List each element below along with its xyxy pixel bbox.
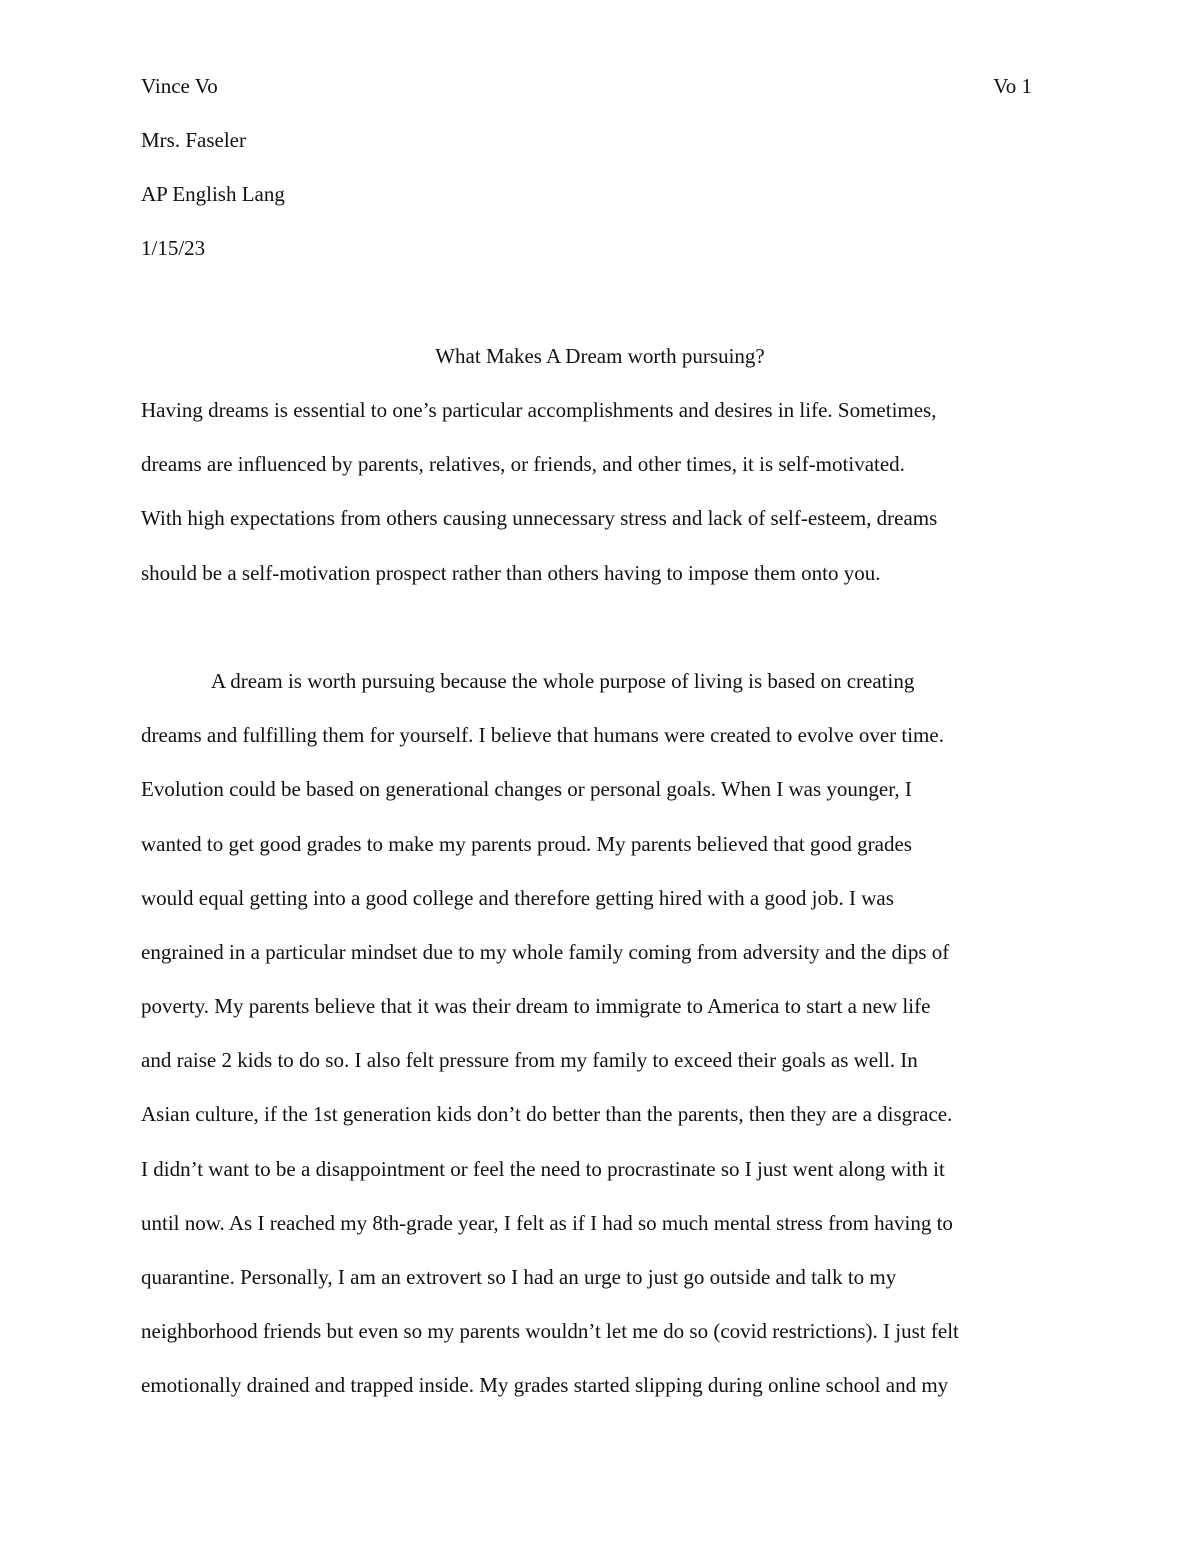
- date: 1/15/23: [141, 236, 206, 260]
- paragraph-2: [141, 667, 1061, 1426]
- text-line: With high expectations from others causing unnecessary stress and lack of self-esteem, dreams: [141, 506, 938, 531]
- text-line: Asian culture, if the 1st generation kids don’t do better than the parents, then they are a disgrace.: [141, 1102, 953, 1127]
- text-line: quarantine. Personally, I am an extrovert so I had an urge to just go outside and talk to my: [141, 1265, 897, 1289]
- text-line: A dream is worth pursuing because the whole purpose of living is based on creating: [211, 668, 915, 693]
- text-line: dreams and fulfilling them for yourself. I believe that humans were created to evolve over time.: [141, 723, 944, 748]
- running-head-page-number: Vo 1: [993, 74, 1032, 98]
- text-line: poverty. My parents believe that it was their dream to immigrate to America to start a new life: [141, 994, 931, 1019]
- text-line: and raise 2 kids to do so. I also felt pressure from my family to exceed their goals as well. In: [141, 1048, 918, 1073]
- text-line: dreams are influenced by parents, relatives, or friends, and other times, it is self-motivated.: [141, 452, 905, 477]
- essay-body: [141, 396, 1061, 1426]
- text-line: I didn’t want to be a disappointment or feel the need to procrastinate so I just went along with it: [141, 1156, 945, 1181]
- text-line: should be a self-motivation prospect rather than others having to impose them onto you.: [141, 560, 881, 585]
- text-line: neighborhood friends but even so my parents wouldn’t let me do so (covid restrictions). I just felt: [141, 1319, 959, 1344]
- text-line: would equal getting into a good college and therefore getting hired with a good job. I was: [141, 885, 894, 910]
- text-line: wanted to get good grades to make my parents proud. My parents believed that good grades: [141, 831, 912, 856]
- text-line: Having dreams is essential to one’s particular accomplishments and desires in life. Sometimes,: [141, 398, 937, 422]
- teacher-name: Mrs. Faseler: [141, 128, 246, 152]
- student-name: Vince Vo: [141, 74, 218, 98]
- text-line: emotionally drained and trapped inside. My grades started slipping during online school and my: [141, 1373, 949, 1398]
- text-line: Evolution could be based on generational changes or personal goals. When I was younger, I: [141, 777, 912, 802]
- text-line: engrained in a particular mindset due to my whole family coming from adversity and the dips of: [141, 939, 950, 964]
- text-line: until now. As I reached my 8th-grade year, I felt as if I had so much mental stress from having to: [141, 1210, 953, 1235]
- course-name: AP English Lang: [141, 182, 285, 206]
- essay-title: What Makes A Dream worth pursuing?: [435, 344, 765, 368]
- mla-heading: [141, 72, 1061, 288]
- paragraph-spacer: [141, 613, 1061, 667]
- paragraph-1: [141, 396, 1061, 613]
